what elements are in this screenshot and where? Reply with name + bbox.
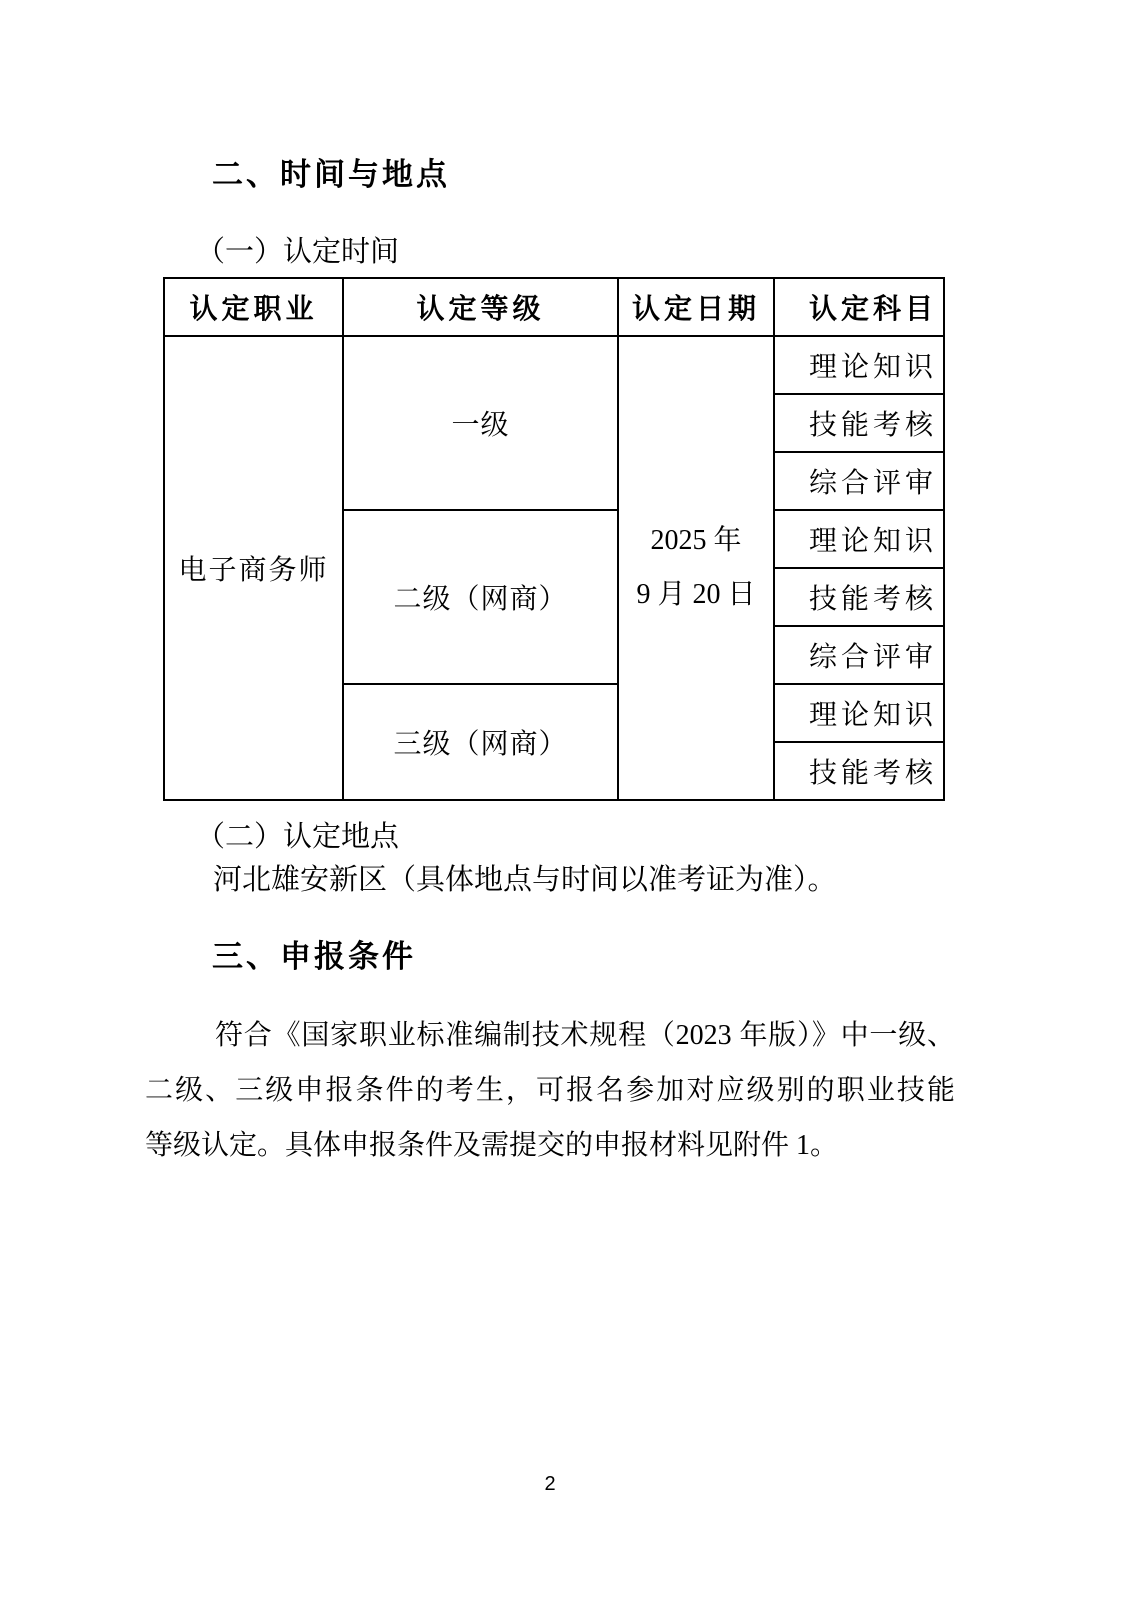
date-line-year: 2025 年 (650, 525, 742, 556)
table-header-row (164, 278, 944, 336)
header-level: 认定等级 (343, 278, 618, 336)
cell-subject: 技能考核 (774, 394, 944, 452)
cell-date (618, 336, 774, 800)
cell-subject: 理论知识 (774, 336, 944, 394)
cell-subject: 技能考核 (774, 742, 944, 800)
subsection-heading-cert-time: （一）认定时间 (196, 236, 400, 268)
cell-subject: 技能考核 (774, 568, 944, 626)
paragraph-line: 二级、三级申报条件的考生，可报名参加对应级别的职业技能 (145, 1075, 955, 1106)
certification-schedule-table (163, 277, 945, 801)
paragraph-line: 符合《国家职业标准编制技术规程（2023 年版）》中一级、 (215, 1020, 955, 1051)
cell-subject: 综合评审 (774, 626, 944, 684)
paragraph-line: 等级认定。具体申报条件及需提交的申报材料见附件 1。 (145, 1130, 839, 1161)
cell-level-3: 三级（网商） (343, 684, 618, 800)
application-paragraph (145, 1008, 955, 1173)
section-heading-application: 三、申报条件 (212, 939, 416, 974)
header-date: 认定日期 (618, 278, 774, 336)
cell-level-2: 二级（网商） (343, 510, 618, 684)
date-line-day: 9 月 20 日 (636, 579, 756, 610)
section-heading-time-location: 二、时间与地点 (212, 157, 450, 192)
cell-occupation: 电子商务师 (164, 336, 343, 800)
subsection-heading-cert-place: （二）认定地点 (196, 821, 400, 853)
cell-subject: 综合评审 (774, 452, 944, 510)
cell-subject: 理论知识 (774, 510, 944, 568)
page-number: 2 (544, 1473, 556, 1495)
header-subject: 认定科目 (774, 278, 944, 336)
location-text: 河北雄安新区（具体地点与时间以准考证为准）。 (213, 864, 837, 896)
table-row (164, 336, 944, 394)
cell-subject: 理论知识 (774, 684, 944, 742)
header-occupation: 认定职业 (164, 278, 343, 336)
cell-level-1: 一级 (343, 336, 618, 510)
